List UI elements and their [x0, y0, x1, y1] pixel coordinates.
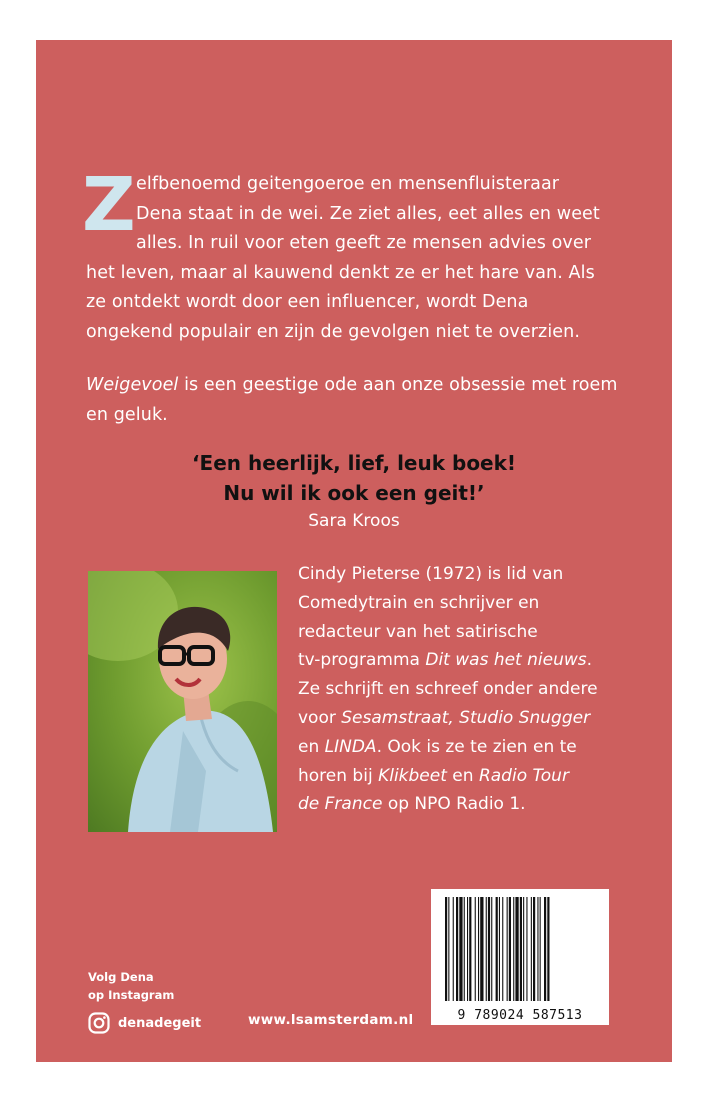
barcode-bar	[526, 897, 527, 1001]
blurb-paragraph-2: Weigevoel is een geestige ode aan onze obsessie met roem en geluk.	[86, 375, 618, 425]
barcode-bar	[544, 897, 546, 1001]
review-quote: ‘Een heerlijk, lief, leuk boek! Nu wil ik ook een geit!’ Sara Kroos	[36, 448, 672, 534]
barcode-bar	[453, 897, 454, 1001]
publisher-website[interactable]: www.lsamsterdam.nl	[248, 1012, 414, 1028]
quote-author: Sara Kroos	[308, 511, 400, 531]
follow-text: Volg Dena op Instagram	[88, 970, 175, 1002]
barcode-bar	[445, 897, 447, 1001]
blurb-paragraph-1: elfbenoemd geitengoeroe en mensenfluisteraar Dena staat in de wei. Ze ziet alles, eet alles en weet alles. In ruil voor eten geeft ze mensen advies over het leven, maar al kauwend denkt ze er het hare van. Als ze ontdekt wordt door een influencer, wordt Dena ongekend populair en zijn de gevolgen niet te overzien.	[86, 174, 600, 342]
barcode-bar	[537, 897, 538, 1001]
barcode-bar	[502, 897, 503, 1001]
barcode-bar	[486, 897, 487, 1001]
barcode-bar	[475, 897, 476, 1001]
author-photo	[88, 571, 277, 832]
blurb-text	[86, 170, 646, 430]
instagram-handle[interactable]: denadegeit	[118, 1015, 202, 1031]
barcode-bar	[533, 897, 535, 1001]
barcode-bars	[431, 889, 609, 1007]
book-title: Weigevoel	[86, 375, 179, 395]
author-bio: Cindy Pieterse (1972) is lid van Comedytrain en schrijver en redacteur van het satirische tv-programma Dit was het nieuws. Ze schrijft en schreef onder andere voor Sesamstraat, Studio Snugger en LINDA. Ook is ze te zien en te horen bij Klikbeet en Radio Tour de France op NPO Radio 1.	[298, 564, 598, 815]
barcode-bar	[456, 897, 458, 1001]
barcode-bar	[488, 897, 490, 1001]
barcode-bar	[520, 897, 522, 1001]
barcode-bar	[515, 897, 518, 1001]
barcode-bar	[467, 897, 468, 1001]
barcode-bar	[464, 897, 465, 1001]
barcode-bar	[496, 897, 498, 1001]
barcode-bar	[480, 897, 483, 1001]
barcode-bar	[540, 897, 541, 1001]
barcode-bar	[491, 897, 492, 1001]
instagram-link[interactable]	[88, 1012, 201, 1034]
barcode-bar	[531, 897, 532, 1001]
barcode-bar	[478, 897, 479, 1001]
barcode-bar	[523, 897, 524, 1001]
barcode-bar	[547, 897, 549, 1001]
isbn-number: 9 789024 587513	[457, 1008, 583, 1023]
barcode-bar	[499, 897, 500, 1001]
barcode-bar	[507, 897, 508, 1001]
barcode-bar	[448, 897, 449, 1001]
instagram-icon	[88, 1012, 110, 1034]
drop-cap-letter: Z	[82, 162, 136, 248]
author-portrait-illustration	[88, 571, 277, 832]
barcode-bar	[469, 897, 471, 1001]
barcode-bar	[509, 897, 511, 1001]
barcode-bar	[459, 897, 462, 1001]
isbn-barcode	[431, 889, 609, 1025]
barcode-bar	[513, 897, 514, 1001]
